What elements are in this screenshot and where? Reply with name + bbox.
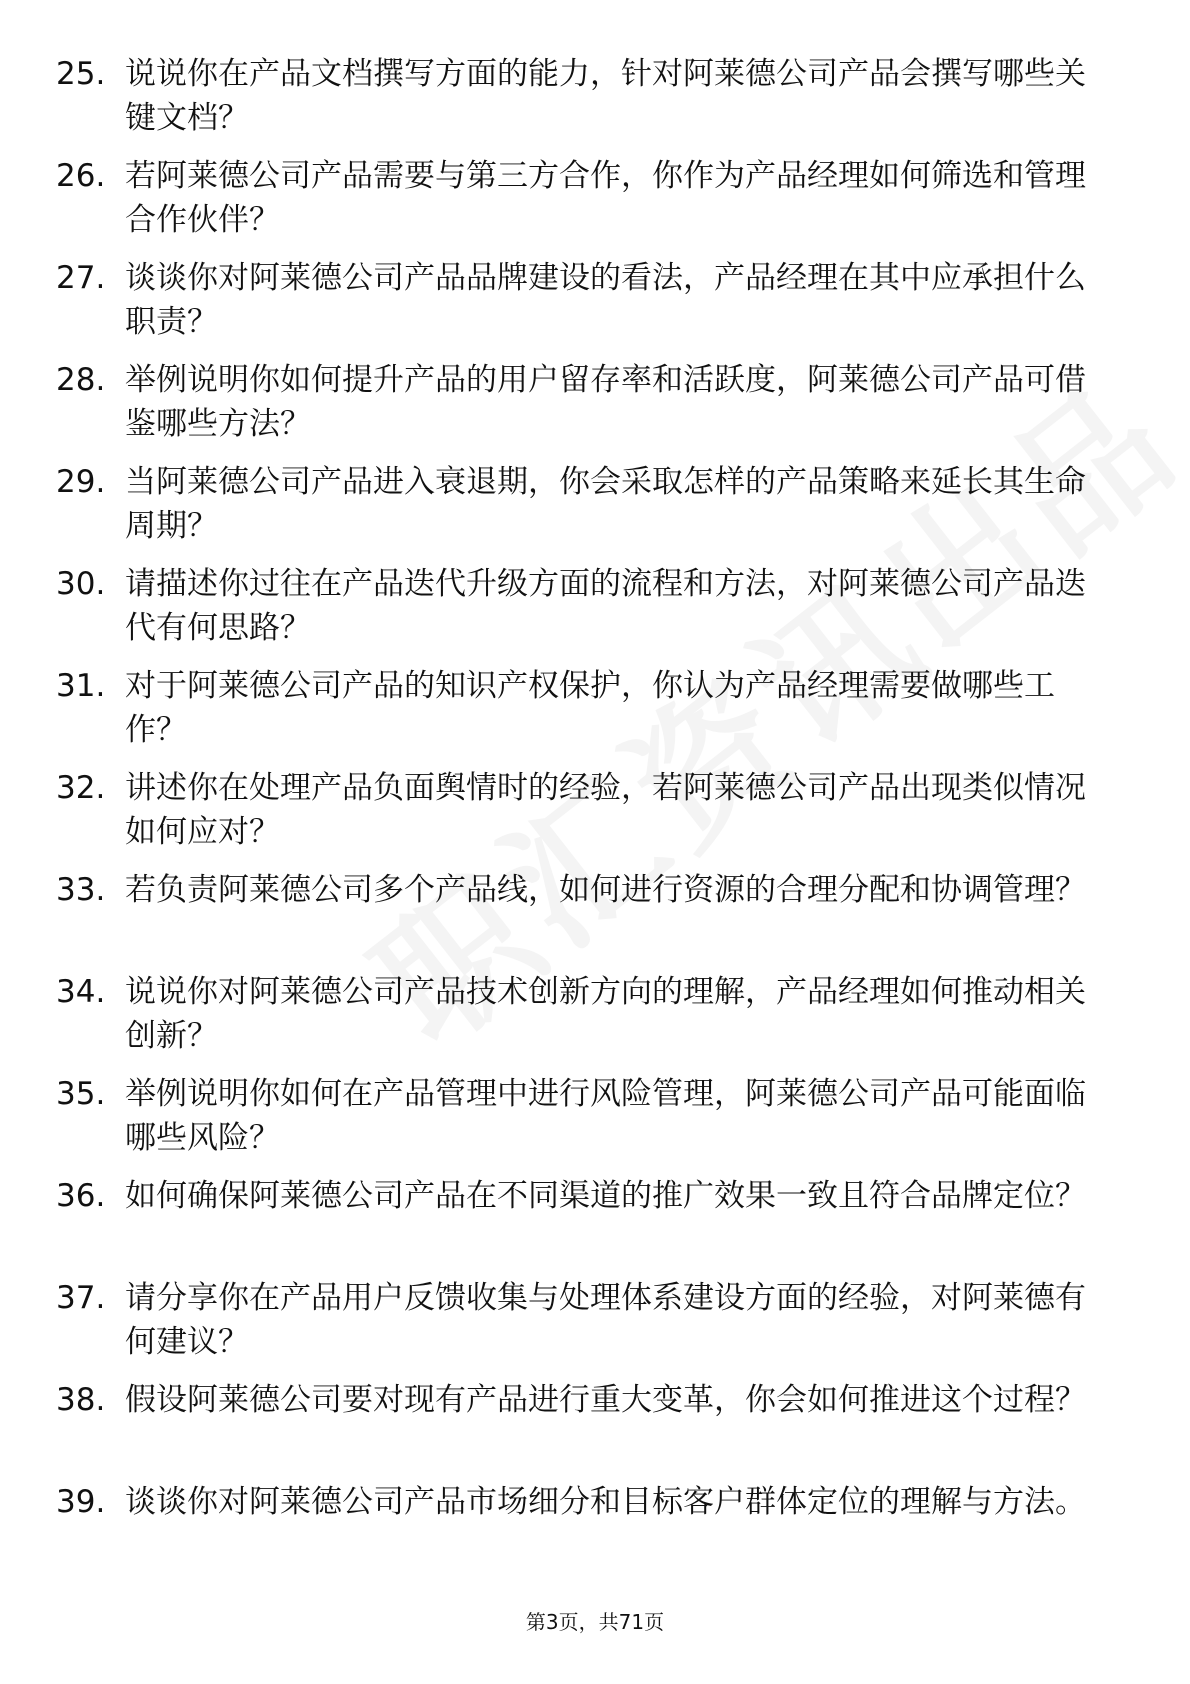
- question-number: 26.: [56, 158, 106, 194]
- question-number: 31.: [56, 668, 106, 704]
- question-list: [0, 52, 1190, 1582]
- question-item: [0, 868, 1190, 970]
- question-text: 若负责阿莱德公司多个产品线，如何进行资源的合理分配和协调管理？: [125, 872, 1086, 908]
- question-number: 33.: [56, 872, 106, 908]
- question-text: 当阿莱德公司产品进入衰退期，你会采取怎样的产品策略来延长其生命周期？: [125, 464, 1086, 544]
- question-number: 34.: [56, 974, 106, 1010]
- question-item: [0, 154, 1190, 256]
- question-item: [0, 460, 1190, 562]
- question-number: 29.: [56, 464, 106, 500]
- question-text: 谈谈你对阿莱德公司产品品牌建设的看法，产品经理在其中应承担什么职责？: [125, 260, 1086, 340]
- question-item: [0, 52, 1190, 154]
- question-item: [0, 1480, 1190, 1582]
- question-number: 37.: [56, 1280, 106, 1316]
- question-item: [0, 1276, 1190, 1378]
- question-number: 25.: [56, 56, 106, 92]
- question-item: [0, 970, 1190, 1072]
- question-number: 39.: [56, 1484, 106, 1520]
- question-item: [0, 358, 1190, 460]
- question-item: [0, 1378, 1190, 1480]
- question-number: 36.: [56, 1178, 106, 1214]
- question-item: [0, 1174, 1190, 1276]
- question-item: [0, 1072, 1190, 1174]
- question-number: 32.: [56, 770, 106, 806]
- question-item: [0, 664, 1190, 766]
- question-text: 讲述你在处理产品负面舆情时的经验，若阿莱德公司产品出现类似情况如何应对？: [125, 770, 1086, 850]
- page-number-footer: 第3页，共71页: [525, 1610, 665, 1634]
- question-text: 对于阿莱德公司产品的知识产权保护，你认为产品经理需要做哪些工作？: [125, 668, 1055, 748]
- question-text: 说说你在产品文档撰写方面的能力，针对阿莱德公司产品会撰写哪些关键文档？: [125, 56, 1086, 136]
- question-number: 35.: [56, 1076, 106, 1112]
- question-text: 谈谈你对阿莱德公司产品市场细分和目标客户群体定位的理解与方法。: [125, 1484, 1086, 1520]
- question-text: 若阿莱德公司产品需要与第三方合作，你作为产品经理如何筛选和管理合作伙伴？: [125, 158, 1086, 238]
- question-text: 说说你对阿莱德公司产品技术创新方向的理解，产品经理如何推动相关创新？: [125, 974, 1086, 1054]
- question-number: 28.: [56, 362, 106, 398]
- question-item: [0, 256, 1190, 358]
- question-text: 如何确保阿莱德公司产品在不同渠道的推广效果一致且符合品牌定位？: [125, 1178, 1086, 1214]
- question-text: 举例说明你如何提升产品的用户留存率和活跃度，阿莱德公司产品可借鉴哪些方法？: [125, 362, 1086, 442]
- question-text: 请描述你过往在产品迭代升级方面的流程和方法，对阿莱德公司产品迭代有何思路？: [125, 566, 1086, 646]
- question-text: 请分享你在产品用户反馈收集与处理体系建设方面的经验，对阿莱德有何建议？: [125, 1280, 1086, 1360]
- question-number: 27.: [56, 260, 106, 296]
- question-number: 38.: [56, 1382, 106, 1418]
- question-text: 举例说明你如何在产品管理中进行风险管理，阿莱德公司产品可能面临哪些风险？: [125, 1076, 1086, 1156]
- question-text: 假设阿莱德公司要对现有产品进行重大变革，你会如何推进这个过程？: [125, 1382, 1086, 1418]
- question-item: [0, 766, 1190, 868]
- question-number: 30.: [56, 566, 106, 602]
- question-item: [0, 562, 1190, 664]
